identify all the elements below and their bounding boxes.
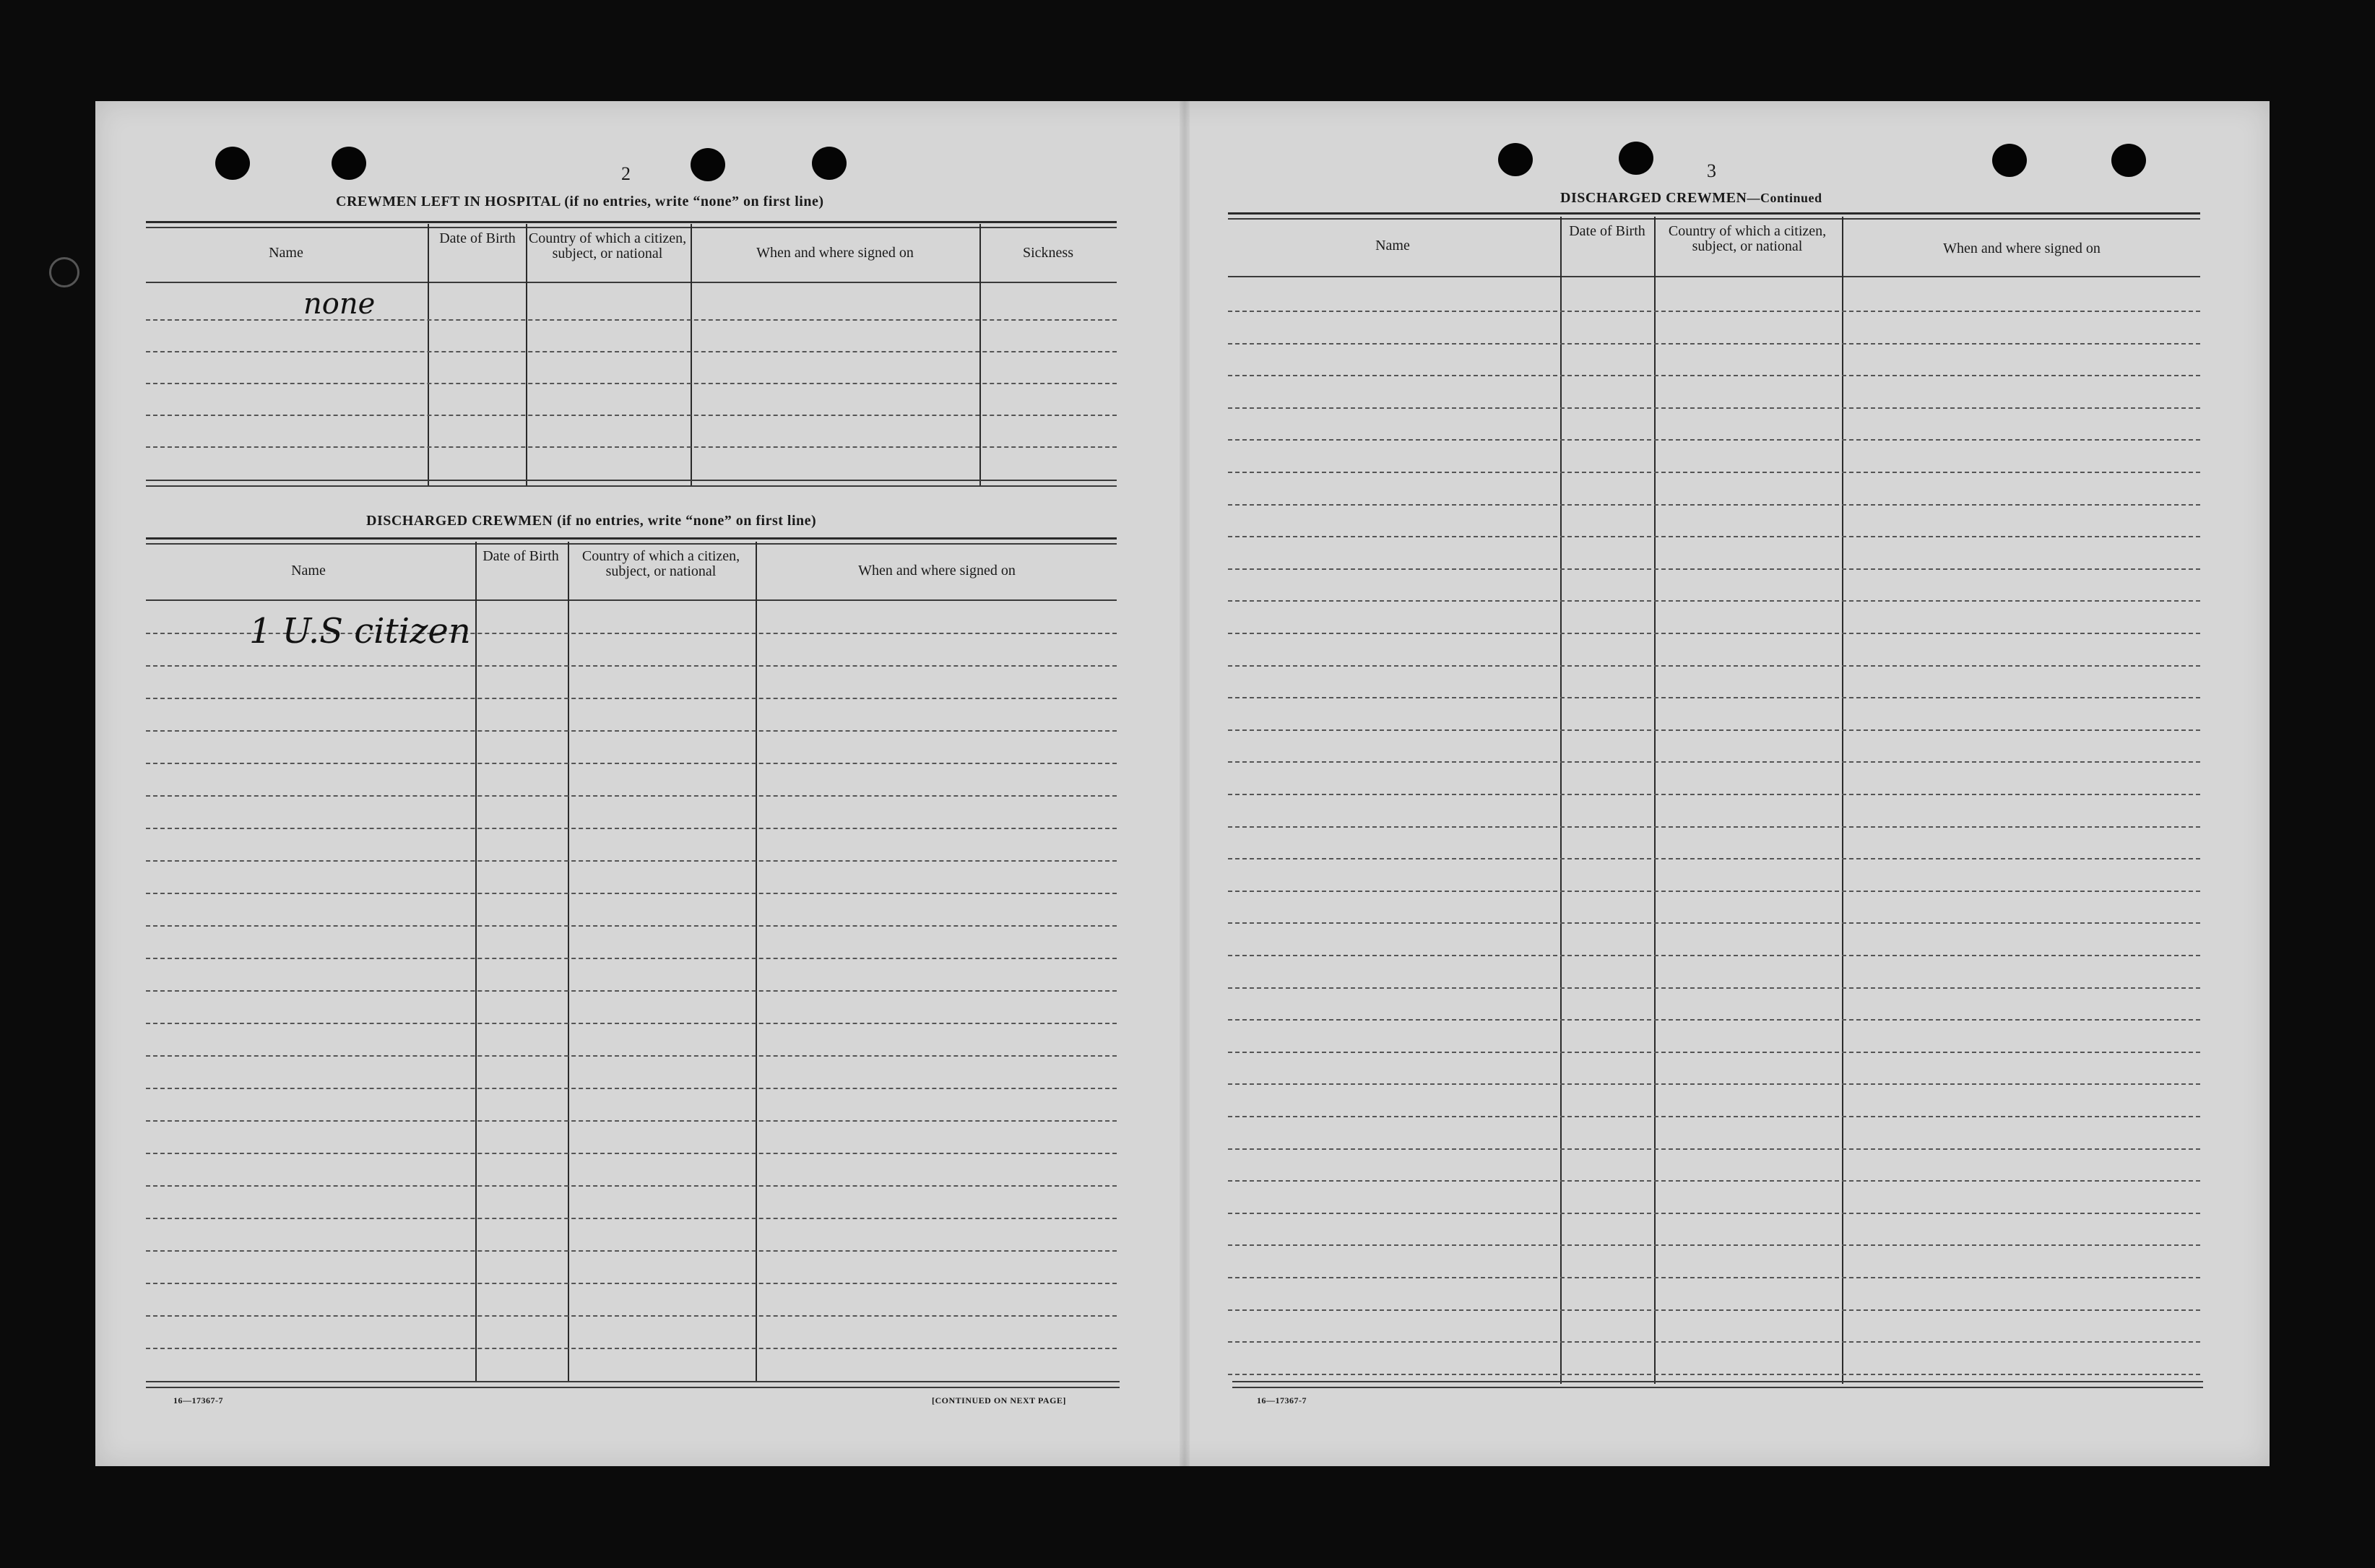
entry-line <box>146 925 1117 927</box>
heading-main: DISCHARGED CREWMEN <box>1560 190 1747 206</box>
entry-line <box>146 763 1117 764</box>
continued-note: [CONTINUED ON NEXT PAGE] <box>932 1395 1066 1405</box>
entry-line <box>146 1153 1117 1154</box>
entry-line <box>146 1348 1117 1349</box>
col-header-name: Name <box>1375 238 1410 254</box>
col-header-date-of-birth: Date of Birth <box>1569 223 1645 239</box>
entry-line <box>1228 794 2200 795</box>
column-divider <box>1560 217 1562 1384</box>
hospital-section-heading: CREWMEN LEFT IN HOSPITAL (if no entries, write “none” on first line) <box>336 194 824 209</box>
heading-suffix: —Continued <box>1747 191 1822 205</box>
entry-line <box>146 1055 1117 1057</box>
col-header-date-of-birth: Date of Birth <box>483 548 559 564</box>
entry-line <box>1228 536 2200 537</box>
entry-line <box>146 958 1117 959</box>
entry-line <box>146 698 1117 699</box>
header-bottom-rule <box>1228 276 2200 277</box>
entry-line <box>1228 1277 2200 1278</box>
punch-hole <box>812 147 847 180</box>
entry-line <box>1228 633 2200 634</box>
entry-line <box>146 828 1117 829</box>
discharged-section-heading: DISCHARGED CREWMEN (if no entries, write “none” on first line) <box>366 513 817 529</box>
col-header-signed-on: When and where signed on <box>756 245 914 261</box>
entry-line <box>1228 343 2200 345</box>
entry-line <box>1228 1309 2200 1311</box>
entry-line <box>1228 697 2200 698</box>
table-top-rule <box>146 543 1117 545</box>
entry-line <box>1228 891 2200 892</box>
table-bottom-rule <box>146 485 1117 487</box>
table-top-rule <box>146 537 1117 540</box>
punch-hole <box>1992 144 2027 177</box>
entry-line <box>1228 665 2200 667</box>
punch-hole <box>1619 142 1653 175</box>
entry-line <box>1228 761 2200 763</box>
punch-hole <box>332 147 366 180</box>
entry-line <box>146 351 1117 352</box>
entry-line <box>1228 1148 2200 1150</box>
handwritten-entry: 1 U.S citizen <box>249 611 471 651</box>
header-bottom-rule <box>146 599 1117 601</box>
entry-line <box>1228 826 2200 828</box>
entry-line <box>146 1023 1117 1024</box>
entry-line <box>1228 1116 2200 1117</box>
center-fold <box>1180 101 1190 1466</box>
entry-line <box>1228 375 2200 376</box>
entry-line <box>146 415 1117 416</box>
entry-line <box>146 893 1117 894</box>
entry-line <box>1228 311 2200 312</box>
col-header-country: Country of which a citizen, subject, or national <box>528 230 687 261</box>
column-divider <box>568 542 569 1381</box>
entry-line <box>1228 1019 2200 1021</box>
entry-line <box>146 730 1117 732</box>
entry-line <box>146 319 1117 321</box>
entry-line <box>1228 568 2200 570</box>
form-number: 16—17367-7 <box>173 1395 223 1405</box>
form-number: 16—17367-7 <box>1257 1395 1307 1405</box>
col-header-signed-on: When and where signed on <box>1943 241 2101 256</box>
col-header-date-of-birth: Date of Birth <box>439 230 516 246</box>
entry-line <box>146 1218 1117 1219</box>
entry-line <box>1228 504 2200 506</box>
col-header-name: Name <box>269 245 303 261</box>
entry-line <box>1228 1374 2200 1375</box>
entry-line <box>1228 472 2200 473</box>
table-bottom-rule <box>146 1381 1120 1382</box>
ring-mark <box>49 257 79 287</box>
entry-line <box>1228 729 2200 731</box>
entry-line <box>146 1283 1117 1284</box>
entry-line <box>1228 955 2200 956</box>
col-header-country: Country of which a citizen, subject, or national <box>581 548 740 579</box>
col-header-name: Name <box>291 563 326 579</box>
table-top-rule <box>1228 218 2200 220</box>
table-top-rule <box>1228 212 2200 215</box>
table-bottom-rule <box>1232 1381 2203 1382</box>
entry-line <box>1228 858 2200 859</box>
entry-line <box>1228 1052 2200 1053</box>
page-number: 2 <box>621 163 631 184</box>
entry-line <box>146 860 1117 862</box>
page-number: 3 <box>1707 160 1716 181</box>
table-bottom-rule <box>146 1387 1120 1388</box>
entry-line <box>1228 439 2200 441</box>
discharged-continued-heading <box>1560 190 1822 207</box>
col-header-sickness: Sickness <box>1023 245 1073 261</box>
entry-line <box>146 1185 1117 1187</box>
col-header-country: Country of which a citizen, subject, or national <box>1668 223 1827 254</box>
table-bottom-rule <box>146 480 1117 481</box>
column-divider <box>475 542 477 1381</box>
column-divider <box>1654 217 1656 1384</box>
column-divider <box>756 542 757 1381</box>
entry-line <box>146 1088 1117 1089</box>
table-top-rule <box>146 221 1117 223</box>
punch-hole <box>215 147 250 180</box>
handwritten-entry: none <box>303 287 376 321</box>
entry-line <box>1228 1244 2200 1246</box>
entry-line <box>1228 407 2200 409</box>
entry-line <box>146 383 1117 384</box>
entry-line <box>1228 922 2200 924</box>
entry-line <box>1228 1341 2200 1343</box>
entry-line <box>1228 1213 2200 1214</box>
entry-line <box>146 990 1117 992</box>
entry-line <box>1228 600 2200 602</box>
entry-line <box>146 795 1117 797</box>
entry-line <box>146 1250 1117 1252</box>
punch-hole <box>691 148 725 181</box>
column-divider <box>1842 217 1843 1384</box>
entry-line <box>1228 987 2200 989</box>
entry-line <box>1228 1083 2200 1085</box>
entry-line <box>146 1120 1117 1122</box>
entry-line <box>146 446 1117 448</box>
header-bottom-rule <box>146 282 1117 283</box>
table-bottom-rule <box>1232 1387 2203 1388</box>
punch-hole <box>1498 143 1533 176</box>
entry-line <box>146 1315 1117 1317</box>
col-header-signed-on: When and where signed on <box>858 563 1016 579</box>
punch-hole <box>2111 144 2146 177</box>
entry-line <box>1228 1180 2200 1182</box>
entry-line <box>146 665 1117 667</box>
table-top-rule <box>146 227 1117 228</box>
